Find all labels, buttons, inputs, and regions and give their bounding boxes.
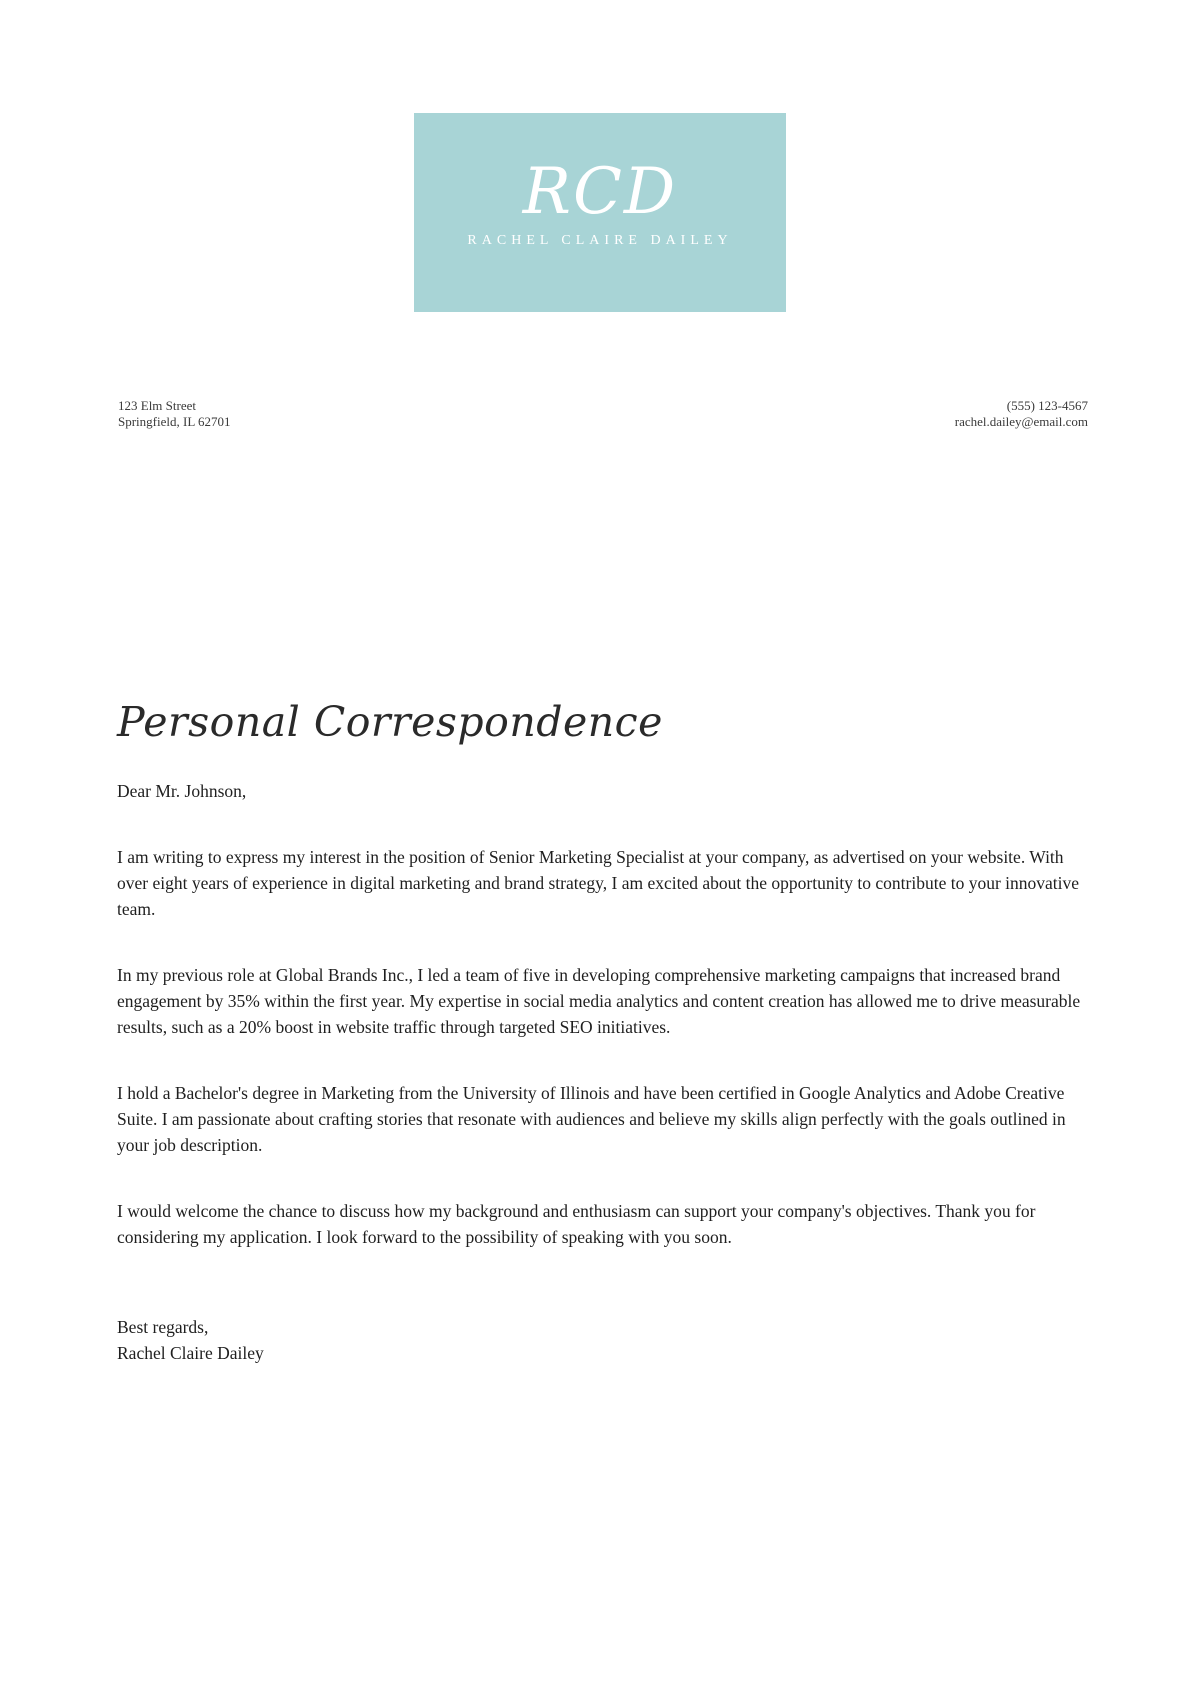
phone-number: (555) 123-4567 <box>1006 398 1088 413</box>
salutation: Dear Mr. Johnson, <box>117 781 247 801</box>
closing-phrase: Best regards, <box>117 1317 209 1337</box>
address-line-1: 123 Elm Street <box>118 398 196 413</box>
address-line-2: Springfield, IL 62701 <box>118 414 231 429</box>
closing-block <box>117 1314 1090 1366</box>
brand-inner <box>467 154 733 249</box>
email-address: rachel.dailey@email.com <box>954 414 1088 429</box>
paragraph-1: I am writing to express my interest in the position of Senior Marketing Specialist at your company, as advertised on your website. With over eight years of experience in digital marketing and brand strategy, I am excited about the opportunity to contribute to your innovative team. <box>117 847 1080 919</box>
letterhead-brand-box <box>414 113 786 312</box>
signature-name: Rachel Claire Dailey <box>117 1343 264 1363</box>
paragraph-3: I hold a Bachelor's degree in Marketing from the University of Illinois and have been certified in Google Analytics and Adobe Creative Suite. I am passionate about crafting stories that resonate with audiences and believe my skills align perfectly with the goals outlined in your job description. <box>117 1083 1066 1155</box>
paragraph-4: I would welcome the chance to discuss how my background and enthusiasm can support your company's objectives. Thank you for considering my application. I look forward to the possibility of speaking with you soon. <box>117 1201 1036 1247</box>
brand-full-name: RACHEL CLAIRE DAILEY <box>467 232 733 248</box>
paragraph-2: In my previous role at Global Brands Inc., I led a team of five in developing comprehensive marketing campaigns that increased brand engagement by 35% within the first year. My expertise in social media analytics and content creation has allowed me to drive measurable results, such as a 20% boost in website traffic through targeted SEO initiatives. <box>117 965 1081 1037</box>
brand-monogram: RCD <box>522 154 678 229</box>
sender-address <box>118 398 231 430</box>
sender-contact <box>955 398 1088 430</box>
letter-title: Personal Correspondence <box>117 698 663 746</box>
contact-row <box>118 398 1088 430</box>
letter-body <box>117 694 1090 1366</box>
